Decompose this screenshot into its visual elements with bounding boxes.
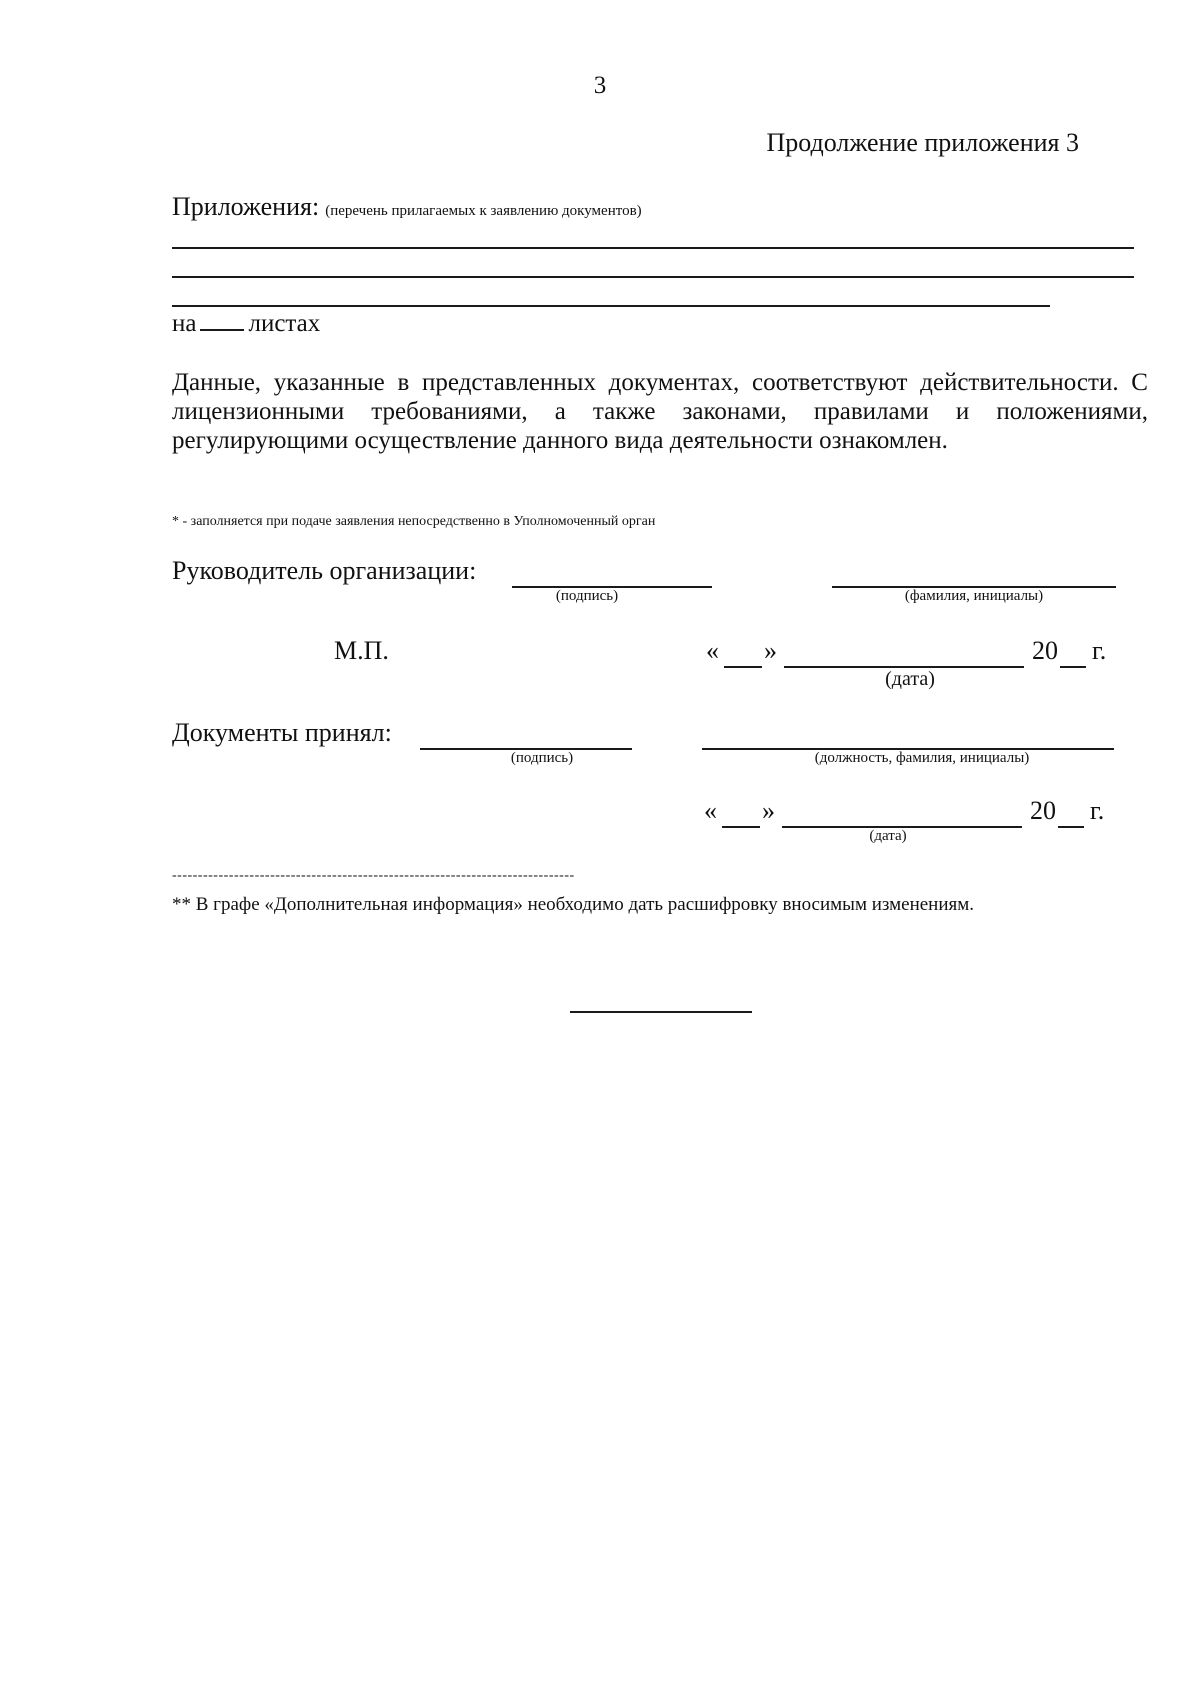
sheets-prefix: на xyxy=(172,310,197,337)
sheets-count-row xyxy=(172,310,320,338)
head-signature-caption: (подпись) xyxy=(555,588,619,604)
end-of-document-line xyxy=(570,1011,752,1013)
acceptance-date-close-quote: » xyxy=(762,796,775,825)
attachments-label: Приложения: xyxy=(172,192,320,221)
acceptance-date-day-field[interactable] xyxy=(722,826,760,828)
acceptance-date-caption: (дата) xyxy=(869,828,907,844)
head-date-year-prefix: 20 xyxy=(1032,636,1058,665)
acceptance-date-year-suffix: г. xyxy=(1090,796,1105,825)
sheets-count-field[interactable] xyxy=(200,328,244,331)
stamp-mark: М.П. xyxy=(334,636,389,665)
head-name-caption: (фамилия, инициалы) xyxy=(904,588,1044,604)
page-number: 3 xyxy=(593,72,607,99)
attachments-line-2[interactable] xyxy=(172,276,1134,278)
sheets-suffix: листах xyxy=(248,310,321,337)
acceptance-name-caption: (должность, фамилия, инициалы) xyxy=(814,750,1030,766)
head-date-day-field[interactable] xyxy=(724,666,762,668)
footnote-separator: ------------------------------------------------------------------------------ xyxy=(172,868,575,883)
acceptance-date-year-prefix: 20 xyxy=(1030,796,1056,825)
head-date-year-suffix: г. xyxy=(1092,636,1107,665)
attachments-hint: (перечень прилагаемых к заявлению документов) xyxy=(325,203,642,219)
acceptance-label: Документы принял: xyxy=(172,718,392,747)
acceptance-signature-caption: (подпись) xyxy=(510,750,574,766)
attachments-heading xyxy=(172,192,642,222)
attachments-line-1[interactable] xyxy=(172,247,1134,249)
footnote-double-star: ** В графе «Дополнительная информация» необходимо дать расшифровку вносимым изменениям. xyxy=(172,894,975,915)
head-signature-label: Руководитель организации: xyxy=(172,556,477,585)
attachments-line-3[interactable] xyxy=(172,305,1050,307)
head-date-open-quote: « xyxy=(706,636,719,665)
head-date-year-field[interactable] xyxy=(1060,666,1086,668)
acceptance-date-year-field[interactable] xyxy=(1058,826,1084,828)
acceptance-date-open-quote: « xyxy=(704,796,717,825)
appendix-continuation-title: Продолжение приложения 3 xyxy=(766,128,1079,157)
head-date-close-quote: » xyxy=(764,636,777,665)
head-date-caption: (дата) xyxy=(885,668,935,690)
declaration-paragraph: Данные, указанные в представленных документах, соответствуют действительности. С лицензионными требованиями, а также законами, правилами и положениями, регулирующими осуществление данного вида деятельности ознакомлен. xyxy=(172,369,1148,454)
footnote-star: * - заполняется при подаче заявления непосредственно в Уполномоченный орган xyxy=(172,514,656,529)
